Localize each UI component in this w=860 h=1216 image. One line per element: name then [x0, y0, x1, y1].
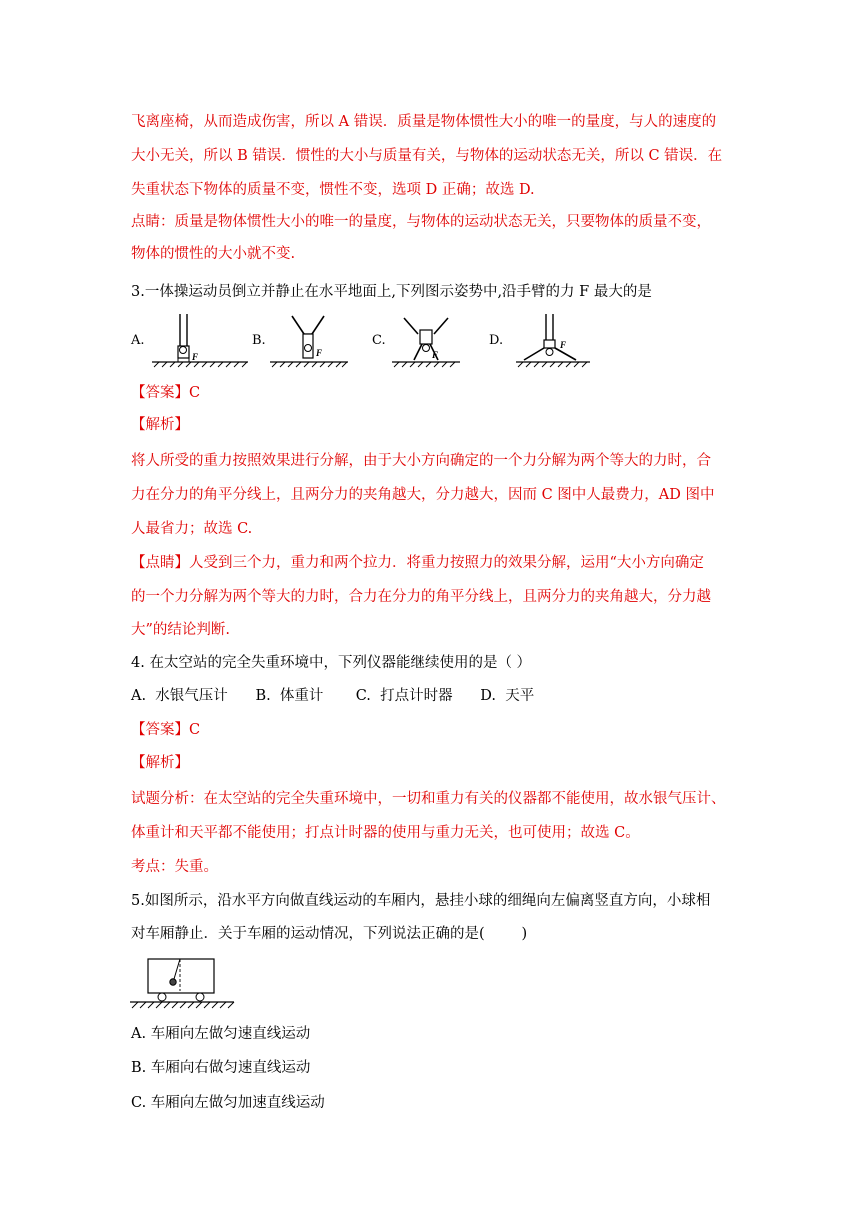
analysis-line: 体重计和天平都不能使用；打点计时器的使用与重力无关，也可使用；故选 C。 [131, 825, 640, 841]
option-a-label: A. [131, 333, 145, 348]
answer-label: 【答案】C [131, 385, 201, 401]
option-a: A. 车厢向左做匀速直线运动 [131, 1026, 311, 1042]
gymnast-figure-b [268, 310, 350, 368]
gymnast-figure-c [390, 310, 462, 368]
analysis-line: 力在分力的角平分线上，且两分力的夹角越大，分力越大，因而 C 图中人最费力，AD 图中 [131, 487, 715, 503]
force-label: F [192, 352, 199, 362]
explanation-line: 失重状态下物体的质量不变，惯性不变，选项 D 正确；故选 D. [131, 182, 535, 198]
force-label: F [560, 340, 567, 350]
analysis-line: 将人所受的重力按照效果进行分解，由于大小方向确定的一个力分解为两个等大的力时，合 [131, 453, 711, 469]
gymnast-figure-a [150, 310, 250, 368]
option-d-label: D. [489, 333, 504, 348]
note-line: 【点睛】人受到三个力，重力和两个拉力．将重力按照力的效果分解，运用“大小方向确定 [131, 555, 704, 571]
option-b: B. 车厢向右做匀速直线运动 [131, 1060, 311, 1076]
note-line: 的一个力分解为两个等大的力时，合力在分力的角平分线上，且两分力的夹角越大，分力越 [131, 589, 711, 605]
force-label: F [316, 348, 323, 358]
analysis-line: 人最省力；故选 C. [131, 521, 253, 537]
analysis-heading: 【解析】 [131, 755, 189, 771]
note-line: 点睛：质量是物体惯性大小的唯一的量度，与物体的运动状态无关，只要物体的质量不变， [131, 214, 711, 230]
note-line: 大”的结论判断. [131, 622, 231, 638]
note-line: 物体的惯性的大小就不变. [131, 246, 296, 262]
topic-line: 考点：失重。 [131, 859, 218, 875]
gymnast-figure-d [514, 310, 592, 368]
explanation-line: 飞离座椅，从而造成伤害，所以 A 错误．质量是物体惯性大小的唯一的量度，与人的速度的 [131, 114, 717, 130]
explanation-line: 大小无关，所以 B 错误．惯性的大小与质量有关，与物体的运动状态无关，所以 C 错误．在 [131, 148, 723, 164]
question-5-stem: 对车厢静止．关于车厢的运动情况，下列说法正确的是( ) [131, 926, 528, 942]
question-4-options: A. 水银气压计 B. 体重计 C. 打点计时器 D. 天平 [131, 688, 535, 704]
question-3-stem: 3.一体操运动员倒立并静止在水平地面上,下列图示姿势中,沿手臂的力 F 最大的是 [131, 284, 652, 300]
answer-label: 【答案】C [131, 722, 201, 738]
train-car-figure [128, 953, 236, 1011]
analysis-heading: 【解析】 [131, 417, 189, 433]
question-5-stem: 5.如图所示，沿水平方向做直线运动的车厢内，悬挂小球的细绳向左偏离竖直方向，小球相 [131, 893, 711, 909]
option-c-label: C. [372, 333, 386, 348]
option-c: C. 车厢向左做匀加速直线运动 [131, 1095, 325, 1111]
question-4-stem: 4. 在太空站的完全失重环境中，下列仪器能继续使用的是（ ） [131, 655, 532, 671]
option-b-label: B. [252, 333, 266, 348]
analysis-line: 试题分析：在太空站的完全失重环境中，一切和重力有关的仪器都不能使用，故水银气压计、 [131, 791, 726, 807]
force-label: F [432, 350, 439, 360]
